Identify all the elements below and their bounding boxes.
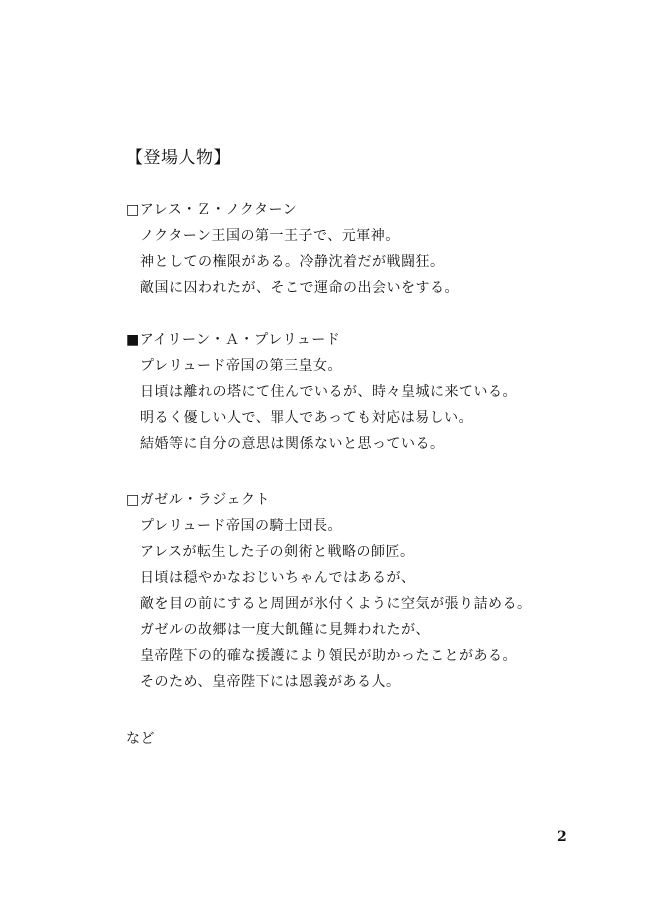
character-description-line: プレリュード帝国の騎士団長。 [140, 518, 343, 534]
closing-text: など [126, 731, 155, 747]
character-name: □アレス・Ｚ・ノクターン [126, 202, 298, 218]
character-section-gazel [126, 487, 626, 695]
character-name: ■アイリーン・Ａ・プレリュード [126, 332, 341, 348]
character-description-line: そのため、皇帝陛下には恩義がある人。 [140, 674, 401, 690]
page-number: 2 [557, 829, 567, 845]
character-description-line: 日頃は離れの塔にて住んでいるが、時々皇城に来ている。 [140, 384, 517, 400]
character-section-irene [126, 327, 626, 457]
character-description-line: アレスが転生した子の剣術と戦略の師匠。 [140, 544, 415, 560]
page-heading: 【登場人物】 [126, 148, 231, 168]
character-description-line: ノクターン王国の第一王子で、元軍神。 [140, 228, 400, 244]
character-description-line: 明るく優しい人で、罪人であっても対応は易しい。 [140, 410, 474, 426]
character-section-ares [126, 197, 626, 301]
character-description-line: 神としての権限がある。冷静沈着だが戦闘狂。 [140, 254, 445, 270]
character-description-line: 皇帝陛下の的確な援護により領民が助かったことがある。 [140, 648, 517, 664]
character-description-line: 敵を目の前にすると周囲が氷付くように空気が張り詰める。 [140, 596, 532, 612]
character-name: □ガゼル・ラジェクト [126, 492, 270, 508]
character-description-line: ガゼルの故郷は一度大飢饉に見舞われたが、 [140, 622, 430, 638]
character-description-line: 日頃は穏やかなおじいちゃんではあるが、 [140, 570, 416, 586]
character-description-line: 結婚等に自分の意思は関係ないと思っている。 [140, 436, 445, 452]
character-description-line: 敵国に囚われたが、そこで運命の出会いをする。 [140, 280, 459, 296]
character-description-line: プレリュード帝国の第三皇女。 [140, 358, 343, 374]
